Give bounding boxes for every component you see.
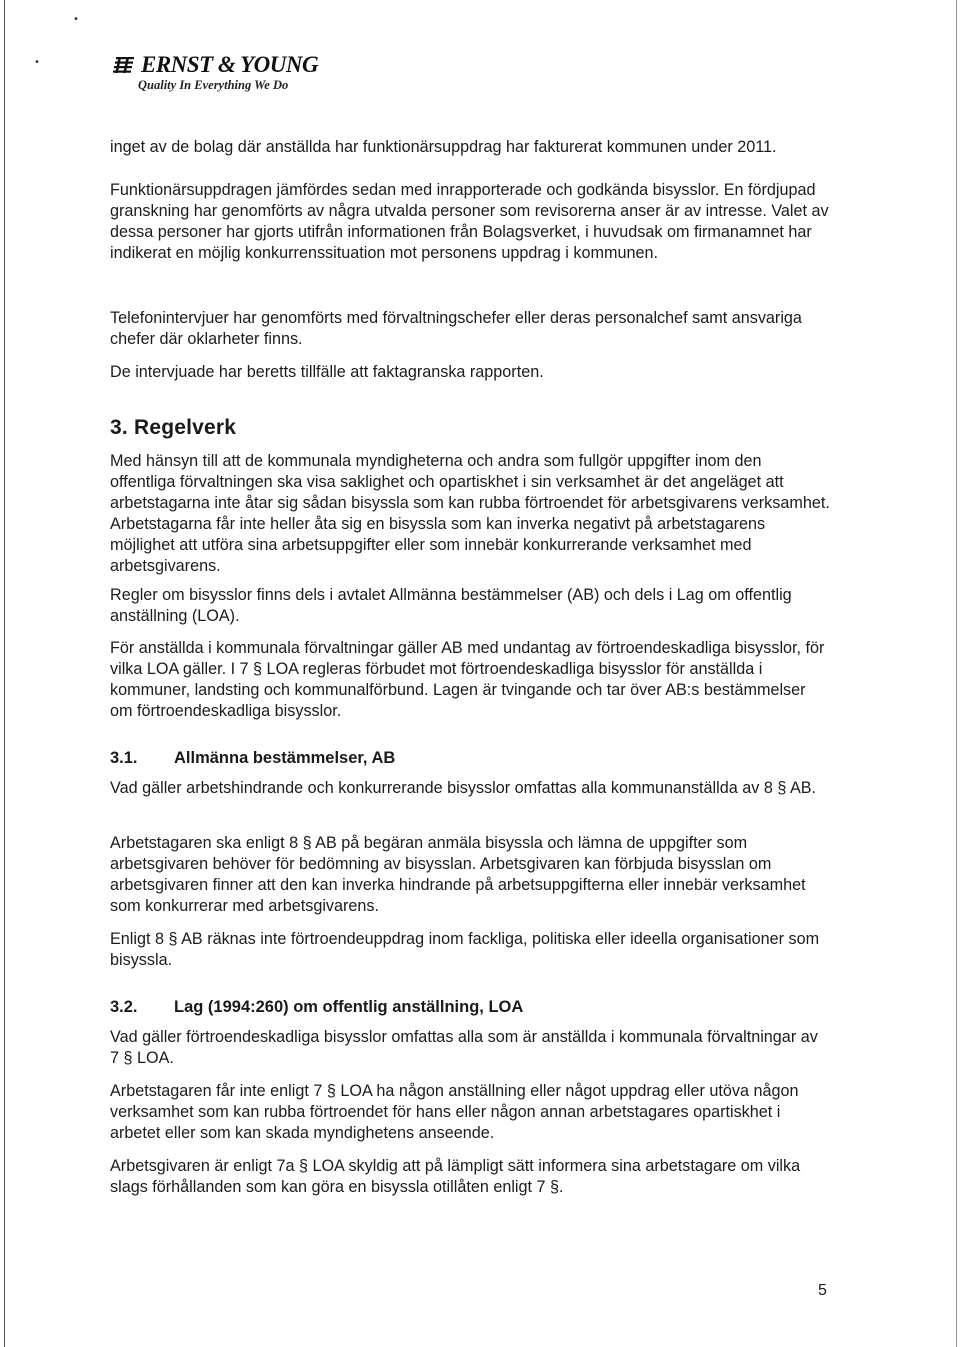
intro-paragraph-3: [110, 308, 830, 350]
section-3-paragraph-3: [110, 638, 830, 722]
section-number: 3.1.: [110, 749, 138, 767]
section-3-1-heading: [110, 749, 395, 768]
paragraph-text: För anställda i kommunala förvaltningar gäller AB med undantag av förtroendeskadliga bisysslor, för vilka LOA gäller. I 7 § LOA regleras förbudet mot förtroendeskadliga bisysslor för anställda i kommuner, landsting och kommunalförbund. Lagen är tvingande och tar över AB:s bestämmelser om förtroendeskadliga bisysslor.: [110, 639, 825, 720]
section-number: 3.: [110, 416, 128, 439]
section-3-heading: [110, 416, 236, 440]
paragraph-text: De intervjuade har beretts tillfälle att faktagranska rapporten.: [110, 363, 544, 381]
section-3-2-heading: [110, 998, 523, 1017]
intro-paragraph-1: [110, 137, 830, 158]
intro-paragraph-4: [110, 362, 830, 383]
section-title: Allmänna bestämmelser, AB: [174, 749, 396, 767]
paragraph-text: Telefonintervjuer har genomförts med förvaltningschefer eller deras personalchef samt ansvariga chefer där oklarheter finns.: [110, 309, 802, 348]
paragraph-text: Enligt 8 § AB räknas inte förtroendeuppdrag inom fackliga, politiska eller ideella organisationer som bisyssla.: [110, 930, 820, 969]
paragraph-text: Arbetstagaren ska enligt 8 § AB på begäran anmäla bisyssla och lämna de uppgifter som arbetsgivaren behöver för bedömning av bisysslan. Arbetsgivaren kan förbjuda bisysslan om arbetsgivaren finner att den kan inverka hindrande på arbetsuppgifterna eller innebär verksamhet som konkurrerar med arbetsgivarens.: [110, 834, 806, 915]
section-3-paragraph-1: [110, 451, 830, 577]
left-scan-edge: [4, 0, 5, 1347]
section-number: 3.2.: [110, 998, 138, 1016]
section-3-1-paragraph-2: [110, 833, 830, 917]
ey-logo-mark-icon: [113, 55, 137, 75]
company-tagline: Quality In Everything We Do: [138, 78, 289, 92]
paragraph-text: Arbetsgivaren är enligt 7a § LOA skyldig att på lämpligt sätt informera sina arbetstagare om vilka slags förhållanden som kan göra en bisyssla otillåten enligt 7 §.: [110, 1157, 801, 1196]
paragraph-text: Med hänsyn till att de kommunala myndigheterna och andra som fullgör uppgifter inom den offentliga förvaltningen ska visa saklighet och opartiskhet i sin verksamhet är det angeläget att arbetstagarna inte åtar sig sådan bisyssla som kan rubba förtroendet för arbetsgivarens verksamhet. Arbetstagarna får inte heller åta sig en bisyssla som kan inverka negativt på arbetstagarens möjlighet att utföra sina arbetsuppgifter eller som innebär konkurrerande verksamhet med arbetsgivarens.: [110, 452, 830, 575]
paragraph-text: Arbetstagaren får inte enligt 7 § LOA ha någon anställning eller något uppdrag eller utöva någon verksamhet som kan rubba förtroendet för hans eller någon annan arbetstagares opartiskhet i arbetet eller som kan skada myndighetens anseende.: [110, 1082, 799, 1142]
paragraph-text: Vad gäller arbetshindrande och konkurrerande bisysslor omfattas alla kommunanställda av 8 § AB.: [110, 779, 817, 797]
scan-speck: •: [34, 57, 40, 68]
section-3-1-paragraph-1: [110, 778, 830, 799]
section-3-paragraph-2: [110, 585, 830, 627]
section-3-2-paragraph-2: [110, 1081, 830, 1144]
page-number: 5: [818, 1282, 827, 1299]
company-name: ERNST & YOUNG: [141, 52, 319, 77]
scan-speck: •: [73, 14, 79, 25]
section-3-1-paragraph-3: [110, 929, 830, 971]
paragraph-text: Funktionärsuppdragen jämfördes sedan med inrapporterade och godkända bisysslor. En fördjupad granskning har genomförts av några utvalda personer som revisorerna anser är av intresse. Valet av dessa personer har gjorts utifrån informationen från Bolagsverket, i huvudsak om firmanamnet har indikerat en möjlig konkurrenssituation mot personens uppdrag i kommunen.: [110, 181, 829, 262]
section-3-2-paragraph-1: [110, 1027, 830, 1069]
section-3-2-paragraph-3: [110, 1156, 830, 1198]
paragraph-text: Regler om bisysslor finns dels i avtalet Allmänna bestämmelser (AB) och dels i Lag om offentlig anställning (LOA).: [110, 586, 792, 625]
intro-paragraph-2: [110, 180, 830, 264]
company-logo: [113, 54, 318, 94]
paragraph-text: Vad gäller förtroendeskadliga bisysslor omfattas alla som är anställda i kommunala förvaltningar av 7 § LOA.: [110, 1028, 818, 1067]
section-title: Lag (1994:260) om offentlig anställning, LOA: [174, 998, 524, 1016]
paragraph-text: inget av de bolag där anställda har funktionärsuppdrag har fakturerat kommunen under 2011.: [110, 138, 777, 156]
section-title: Regelverk: [133, 416, 237, 439]
right-scan-edge: [956, 0, 957, 1347]
